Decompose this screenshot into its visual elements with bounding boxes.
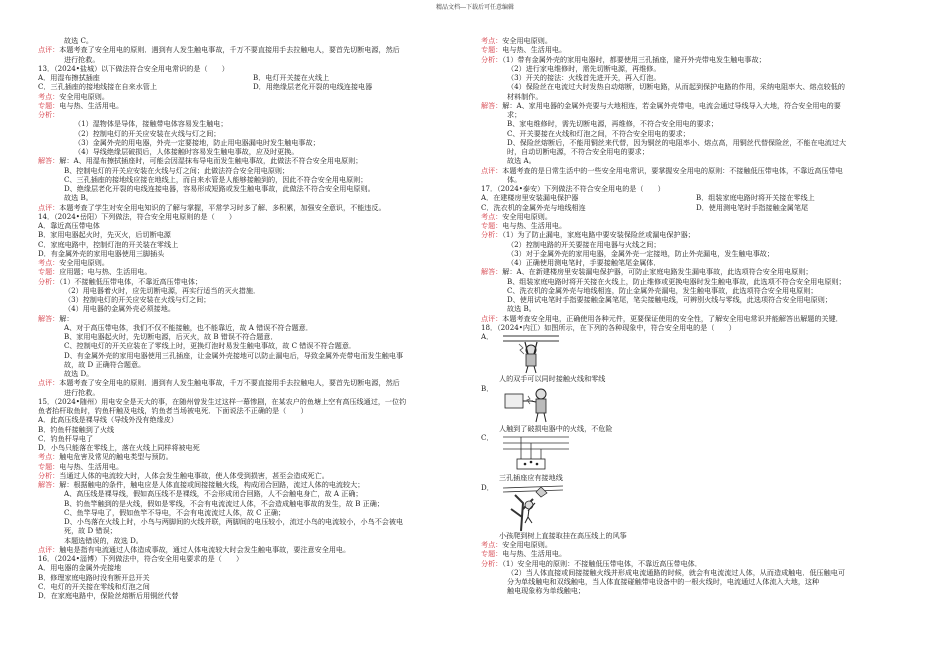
- comment-text: 本题考查了安全用电的原则．遇到有人发生触电事故，千万不要直接用手去拉触电人，要首先切断电源，然后: [59, 45, 400, 55]
- answer-line: 故选 D。: [64, 369, 94, 378]
- comment-line: [38, 45, 468, 54]
- kaodian-label: 考点：: [38, 91, 60, 101]
- text-line: 故选 C。: [64, 36, 93, 45]
- option-c: C．家庭电路中，控制灯泡的开关装在零线上: [38, 239, 179, 249]
- text-line: 进行抢救。: [64, 54, 100, 64]
- option-d: D．有金属外壳的家用电器使用三脚插头: [38, 248, 165, 258]
- option-c: C．三孔插座的接地线接在自来水管上: [38, 82, 157, 92]
- kaodian-label: 考点：: [38, 452, 60, 462]
- option-a: A．用电器的金属外壳接地: [38, 563, 122, 573]
- option-c: C．洗衣机的金属外壳与地线相连: [481, 202, 586, 212]
- answer-line: D、保险丝熔断后，不能用铜丝来代替，因为铜丝的电阻率小、熔点高，用铜丝代替保险丝，不能在电流过大: [507, 137, 847, 147]
- kaodian-label: 考点：: [481, 211, 503, 221]
- answer-line: 解：A、家用电器的金属外壳要与大地相连，若金属外壳带电，电流会通过导线导入大地，符合安全用电的要: [502, 100, 841, 110]
- comment-label: 点评：: [38, 378, 60, 388]
- answer-line: 时，自动切断电源，不符合安全用电的要求；: [507, 147, 649, 156]
- answer-line: C、控制电灯的开关应装在了零线上时，更换灯泡时易发生触电事故，故 C 错误不符合题意．: [64, 341, 357, 351]
- jieda-label: 解答：: [481, 267, 503, 277]
- option-c: C．钓鱼杆导电了: [38, 433, 94, 443]
- answer-line: D、有金属外壳的家用电器使用三孔插座，让金属外壳接地可以防止漏电后，导致金属外壳带电而发生触电事: [64, 350, 404, 360]
- figure-d: [501, 483, 913, 531]
- comment-text: 本题考查了安全用电的原则．遇到有人发生触电事故，千万不要直接用手去拉触电人，要首先切断电源，然后: [59, 378, 400, 388]
- question-17: 17．（2024•泰安）下列做法不符合安全用电的是（ ）: [481, 184, 665, 193]
- answer-line: A、对于高压带电体，我们不仅不能接触，也不能靠近，故 A 错误不符合题意．: [64, 322, 313, 332]
- kaodian-text: 安全用电原则。: [502, 540, 552, 549]
- zhuanti-label: 专题：: [481, 549, 503, 559]
- option-d: D．: [481, 482, 494, 492]
- answer-line: 解：: [59, 313, 74, 323]
- zhuanti-text: 应用题；电与热、生活用电。: [59, 267, 152, 277]
- option-d: D．使用测电笔时手指接触金属笔尾: [696, 202, 809, 212]
- analysis-line: （4）正确使用测电笔时，手要接触笔尾金属体．: [507, 258, 661, 267]
- analysis-line: （1）湿物体是导体，接触带电体容易发生触电；: [74, 119, 228, 129]
- option-d: D．在家庭电路中，保险丝熔断后用铜丝代替: [38, 591, 179, 600]
- kaodian-label: 考点：: [38, 258, 60, 267]
- person-broken-appliance-illustration: [501, 384, 561, 424]
- fenxi-label: 分析：: [481, 54, 503, 64]
- question-16: 16．（2024•淄博）下列做法中，符合安全用电要求的是（ ）: [38, 554, 244, 563]
- answer-line: B、家电维修时，需先切断电源，再维修，不符合安全用电的要求；: [507, 119, 718, 129]
- analysis-line: （3）金属外壳的用电器，外壳一定要接地，防止用电器漏电时发生触电事故；: [74, 137, 320, 147]
- answer-line: 故选 A。: [507, 156, 536, 166]
- answer-line: 求；: [507, 110, 522, 119]
- zhuanti-text: 电与热、生活用电。: [502, 549, 567, 559]
- comment-text: 本题考查安全用电，正确使用各种元件，更要保证使用的安全性，了解安全用电常识并能解答出解题的关键．: [502, 313, 843, 323]
- analysis-line: 分为单线触电和双线触电，当人体直接碰触带电设备中的一根火线时，电流通过人体流入大地，这种: [507, 577, 820, 586]
- zhuanti-text: 电与热、生活用电。: [502, 45, 567, 55]
- zhuanti-label: 专题：: [38, 461, 60, 471]
- answer-line: 解：根据触电的条件，触电应是人体直接或间接接触火线，构成闭合回路，流过人体的电流较大；: [59, 480, 365, 489]
- figure-d-caption: 小孩爬到树上直接取挂在高压线上的风筝: [499, 530, 627, 540]
- right-column: [481, 36, 913, 596]
- question-15: 15．（2024•随州）用电安全是天大的事，在随州曾发生过这样一幕惨剧，在某农户的鱼塘上空有高压线通过，一位钓: [38, 396, 407, 406]
- kaodian-text: 安全用电原则。: [502, 36, 552, 45]
- figure-b-caption: 人触到了破损电器中的火线，不危险: [499, 423, 613, 433]
- answer-line: 本题选错误的，故选 D。: [64, 535, 143, 545]
- answer-line: 故选 B。: [507, 304, 536, 314]
- analysis-line: 材料制作。: [507, 91, 543, 101]
- zhuanti-label: 专题：: [481, 221, 503, 230]
- comment-text: 体。: [507, 174, 522, 184]
- answer-line: D、使用试电笔时手指要接触金属笔尾，笔尖接触电线，可辨别火线与零线，此选项符合安全用电原则；: [507, 295, 832, 304]
- option-b: B．家用电器起火时，先灭火，后切断电源: [38, 230, 171, 240]
- analysis-line: （2）当人体直接或间接接触火线并形成电流通路的时候，就会有电流流过人体，从而造成触电．低压触电可: [507, 567, 845, 577]
- analysis-line: （1）带有金属外壳的家用电器时，都要使用三孔插座，避开外壳带电发生触电事故；: [502, 54, 766, 64]
- kaodian-text: 安全用电原则。: [502, 211, 552, 221]
- analysis-line: （3）控制电灯的开关应安装在火线与灯之间；: [64, 295, 211, 304]
- answer-line: B、组装家庭电路时将开关接在火线上，防止维修或更换电器时发生触电事故，此选项不符合安全用电原则；: [507, 276, 846, 286]
- answer-line: 解：A、在新建楼房里安装漏电保护器，可防止家庭电路发生漏电事故，此选项符合安全用电原则；: [502, 267, 813, 277]
- zhuanti-label: 专题：: [38, 267, 60, 277]
- analysis-line: 触电现象称为单线触电；: [507, 586, 586, 596]
- analysis-line: （2）控制电路的开关要接在用电器与火线之间；: [507, 239, 661, 249]
- analysis-line: （1）不接触低压带电体，不靠近高压带电体；: [59, 276, 203, 286]
- fenxi-label: 分析：: [481, 230, 503, 240]
- analysis-line: （2）控制电灯的开关应安装在火线与灯之间；: [74, 128, 221, 138]
- answer-line: 故选 B。: [64, 193, 93, 203]
- options-row: [38, 73, 468, 82]
- options-row: [481, 193, 913, 202]
- option-b: B．钓鱼杆接触到了火线: [38, 424, 115, 434]
- analysis-line: （2）用电器着火时，应先切断电源，再实行适当的灭火措施．: [64, 285, 261, 295]
- kaodian-text: 安全用电原则。: [59, 91, 109, 101]
- zhuanti-text: 电与热、生活用电。: [59, 100, 124, 110]
- option-b: B．组装家庭电路时将开关接在零线上: [696, 193, 815, 203]
- option-a: A．此高压线是裸导线（导线外没有绝缘皮）: [38, 415, 178, 425]
- analysis-line: （3）对于金属外壳的家用电器，金属外壳一定接地，防止外壳漏电，发生触电事故；: [507, 248, 774, 258]
- analysis-line: （4）导线绝缘层破损后，人体接触时容易发生触电事故，应及时更换。: [74, 147, 299, 156]
- question-14: 14．（2024•岳阳）下列做法，符合安全用电原则的是（ ）: [38, 211, 236, 221]
- zhuanti-text: 电与热、生活用电。: [502, 221, 567, 230]
- analysis-line: （4）保险丝在电流过大时发热自动熔断，切断电路，从而起到保护电路的作用，采纳电阻率大、熔点较低的: [507, 82, 845, 92]
- option-d: D．小鸟只能落在零线上，落在火线上同样将被电死: [38, 443, 200, 452]
- option-a: A．靠近高压带电体: [38, 221, 100, 230]
- option-b: B．修理家庭电路时没有断开总开关: [38, 572, 150, 582]
- question-18: 18．（2024•内江）如图所示，在下列的各种现象中，符合安全用电的是（ ）: [481, 322, 736, 332]
- option-b: B．电灯开关接在火线上: [253, 73, 330, 82]
- comment-label: 点评：: [38, 544, 60, 554]
- kaodian-text: 安全用电原则。: [59, 258, 109, 267]
- kaodian-text: 触电危害及常见的触电类型与预防。: [59, 452, 173, 462]
- comment-text: 本题考查了学生对安全用电知识的了解与掌握，平常学习时多了解、多积累，加强安全意识，不能违反。: [59, 202, 386, 212]
- question-13: 13．（2024•盐城）以下做法符合安全用电常识的是（ ）: [38, 63, 229, 73]
- analysis-line: （1）为了防止漏电，家庭电路中要安装保险丝或漏电保护器；: [502, 230, 695, 240]
- answer-line: C、三孔插座的接地线应接在地线上，而自来水管是人能够接触到的，因此不符合安全用电原则；: [64, 174, 368, 184]
- comment-text: 触电是指有电流通过人体造成事故，通过人体电流较大时会发生触电事故，要注意安全用电。: [59, 544, 351, 554]
- option-c: C．: [481, 433, 494, 442]
- analysis-line: （3）开关的接法：火线首先进开关，再入灯泡。: [507, 73, 661, 82]
- analysis-line: （2）进行家电维修时，需先切断电源，再维修。: [507, 63, 661, 73]
- figure-c: [501, 433, 913, 473]
- fenxi-label: 分析：: [38, 110, 60, 119]
- child-tree-kite-illustration: [501, 483, 565, 531]
- three-hole-socket-diagram: [501, 433, 571, 473]
- answer-line: B、控制电灯的开关应安装在火线与灯之间；此做法符合安全用电原则；: [64, 165, 290, 175]
- page-header: 精品文档---下载后可任意编辑: [435, 4, 515, 11]
- jieda-label: 解答：: [481, 100, 503, 110]
- left-column: [38, 36, 468, 600]
- jieda-label: 解答：: [38, 313, 60, 323]
- zhuanti-label: 专题：: [38, 100, 60, 110]
- figure-a: [501, 332, 913, 374]
- option-a: A．在建楼房里安装漏电保护器: [481, 193, 579, 203]
- kaodian-label: 考点：: [481, 540, 503, 549]
- fenxi-label: 分析：: [481, 558, 503, 568]
- option-b: B．: [481, 383, 494, 393]
- figure-b: [501, 384, 913, 424]
- option-a: A．用湿布擦拭插座: [38, 73, 100, 82]
- options-row: [481, 203, 913, 212]
- answer-line: B、家用电器起火时，先切断电源，后灭火，故 B 错误不符合题意．: [64, 332, 278, 341]
- kaodian-label: 考点：: [481, 36, 503, 45]
- comment-label: 点评：: [38, 202, 60, 212]
- figure-a-caption: 人的双手可以同时接触火线和零线: [499, 374, 606, 384]
- analysis-line: 当通过人体的电流较大时，人体会发生触电事故，使人体受到损害，甚至会造成死亡。: [59, 470, 329, 480]
- option-a: A．: [481, 332, 494, 341]
- answer-line: B、钓鱼竿触到的是火线，假如是零线，不会有电流流过人体，不会造成触电事故的发生，故 B 正确；: [64, 498, 384, 508]
- answer-line: 死，故 D 错误；: [64, 526, 117, 536]
- comment-label: 点评：: [481, 165, 503, 175]
- zhuanti-label: 专题：: [481, 45, 503, 55]
- options-row: [38, 82, 468, 91]
- answer-line: 故，故 D 正确符合题意。: [64, 359, 146, 369]
- comment-text: 进行抢救。: [64, 387, 100, 397]
- analysis-line: （1）安全用电的原则：不接触低压带电体，不靠近高压带电体．: [502, 558, 702, 568]
- option-c: C．电灯的开关接在零线和灯泡之间: [38, 581, 150, 591]
- answer-line: C、洗衣机的金属外壳与地线相连，防止金属外壳漏电，发生触电事故，此选项符合安全用电原则；: [507, 285, 818, 295]
- option-d: D．用绝缘层老化开裂的电线连接电器: [253, 82, 373, 92]
- answer-line: A、高压线是裸导线，假如高压线不是裸线，不会形成闭合回路，人不会触电身亡，故 A 正确；: [64, 489, 363, 499]
- jieda-label: 解答：: [38, 156, 60, 166]
- answer-line: C、鱼竿导电了，假如鱼竿不导电，不会有电流流过人体，故 C 正确；: [64, 507, 286, 517]
- fenxi-label: 分析：: [38, 470, 60, 480]
- answer-line: D、小鸟落在火线上时，小鸟与两脚间的火线并联，两脚间的电压较小，流过小鸟的电流较小，小鸟不会被电: [64, 517, 404, 526]
- person-two-wires-illustration: [501, 332, 561, 374]
- comment-label: 点评：: [481, 313, 503, 323]
- zhuanti-text: 电与热、生活用电。: [59, 461, 124, 471]
- answer-line: D、绝缘层老化开裂的电线连接电器，容易形成短路或发生触电事故，此做法不符合安全用电原则。: [64, 184, 375, 193]
- question-15-cont: 鱼者抬杆取鱼时，钓鱼杆触及电线，钓鱼者当场被电死．下面说法不正确的是（ ）: [38, 406, 308, 415]
- analysis-line: （4）用电器的金属外壳必须接地。: [64, 304, 175, 314]
- fenxi-label: 分析：: [38, 276, 60, 286]
- jieda-label: 解答：: [38, 480, 60, 489]
- comment-text: 本题考查的是日常生活中的一些安全用电常识，要掌握安全用电的原则：不接触低压带电体，不靠近高压带电: [502, 165, 843, 175]
- comment-label: 点评：: [38, 45, 60, 55]
- answer-line: C、开关要接在火线和灯泡之间，不符合安全用电的要求；: [507, 128, 690, 138]
- figure-c-caption: 三孔插座应有接地线: [499, 473, 563, 483]
- answer-line: 解：A、用湿布擦拭插座时，可能会因湿抹布导电而发生触电事故，此做法不符合安全用电原则；: [59, 156, 363, 166]
